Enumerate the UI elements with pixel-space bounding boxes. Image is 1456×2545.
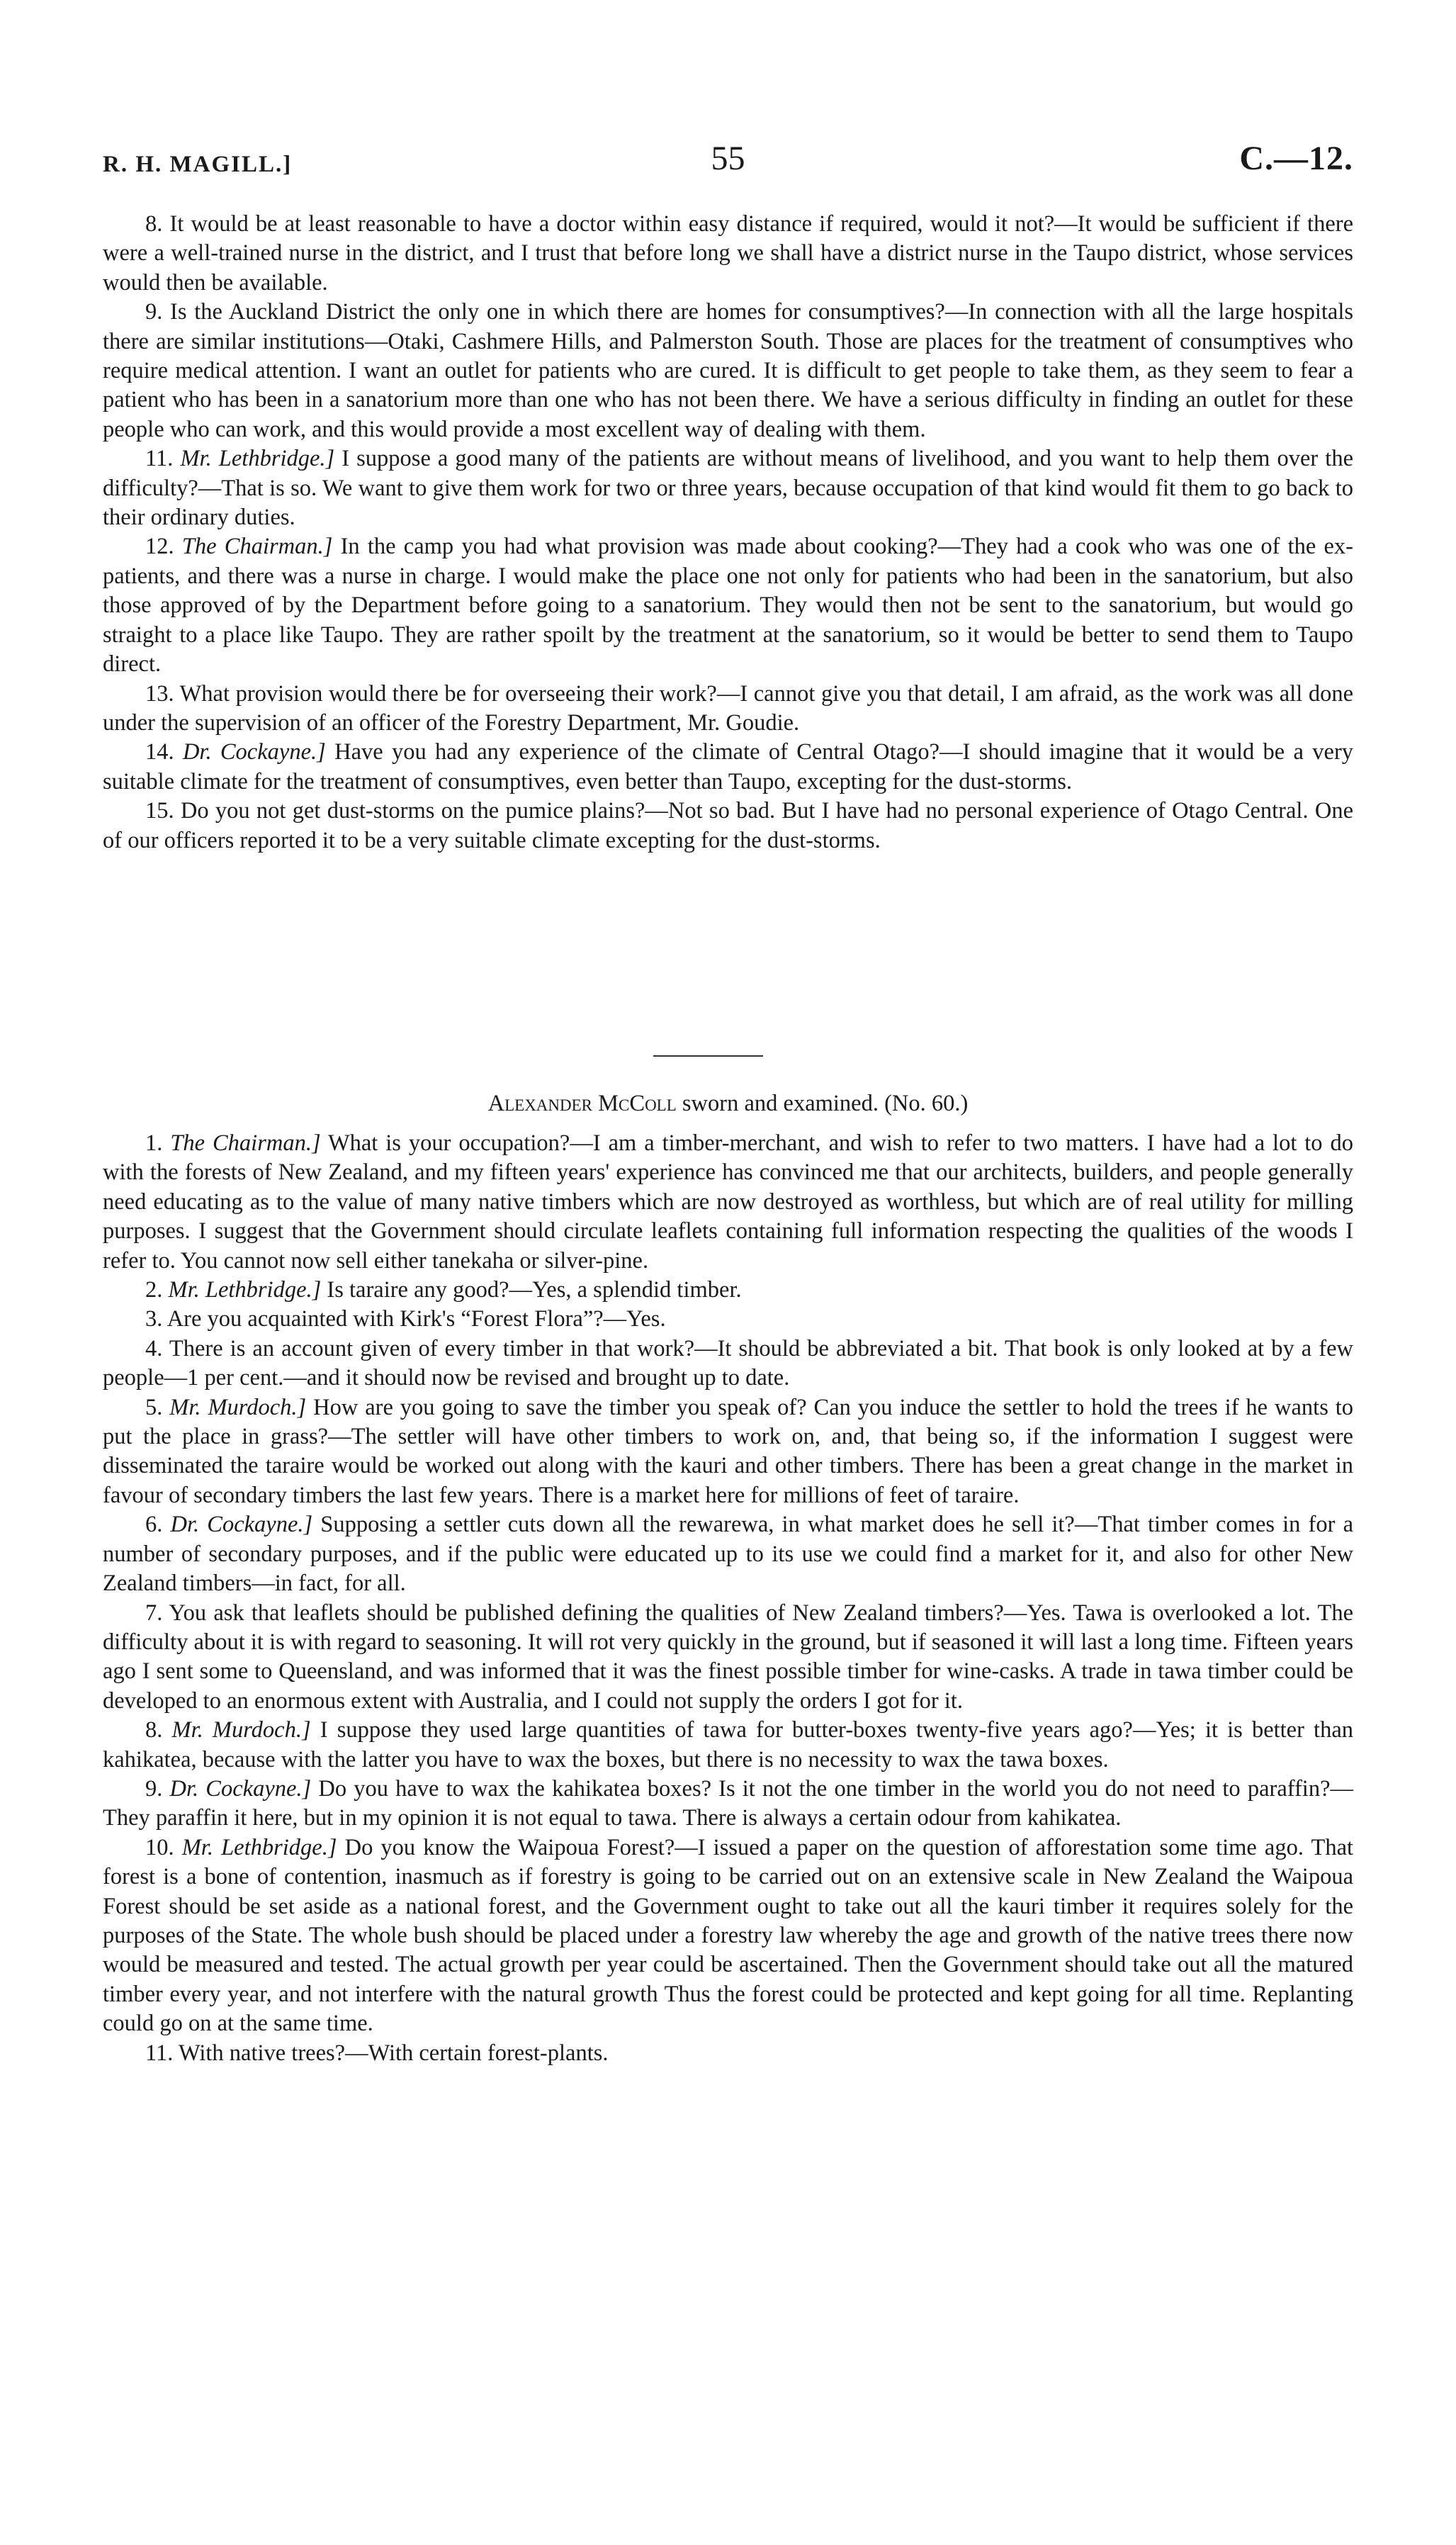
paper-reference: C.—12. <box>1239 140 1353 177</box>
question-paragraph <box>103 1833 1353 2039</box>
speaker-name: Dr. Cockayne.] <box>182 739 326 765</box>
question-paragraph <box>103 1775 1353 1833</box>
witness-heading <box>103 1089 1353 1118</box>
paragraph-text: 9. Is the Auckland District the only one in which there are homes for consumptives?—In connection with all the large hospitals there are similar institutions—Otaki, Cashmere Hills, and Palmerston South. Those are places for the treatment of consumptives who require medical attention. I want an outlet for patients who are cured. It is difficult to get people to take them, as they seem to fear a patient who has been in a sanatorium more than one who has not been there. We have a serious difficulty in finding an outlet for these people who can work, and this would provide a most excellent way of dealing with them. <box>103 299 1353 442</box>
paragraph-text: How are you going to save the timber you speak of? Can you induce the settler to hold the trees if he wants to put the place in grass?—The settler will have other timbers to work on, and, that being so, if the information I suggest were disseminated the taraire would be worked out along with the kauri and other timbers. There has been a great change in the market in favour of secondary timbers the last few years. There is a market here for millions of feet of taraire. <box>103 1394 1354 1508</box>
header-witness-name: R. H. MAGILL.] <box>103 152 293 177</box>
paragraph-text: What is your occupation?—I am a timber-merchant, and wish to refer to two matters. I have had a lot to do with the forests of New Zealand, and my fifteen years' experience has convinced me that our architects, builders, and people generally need educating as to the value of many native timbers which are now destroyed as worthless, but which are of real utility for milling purposes. I suggest that the Government should circulate leaflets containing full information respecting the qualities of the woods I refer to. You cannot now sell either tanekaha or silver-pine. <box>103 1130 1353 1274</box>
question-number: 2. <box>145 1277 163 1303</box>
speaker-name: Mr. Lethbridge.] <box>180 446 335 472</box>
witness-sworn-text: sworn and examined. (No. 60.) <box>676 1091 969 1116</box>
question-number: 14. <box>145 739 174 765</box>
question-paragraph <box>103 210 1353 298</box>
testimony-block-magill <box>103 210 1353 855</box>
question-paragraph <box>103 2039 1353 2068</box>
speaker-name: Mr. Lethbridge.] <box>181 1834 337 1860</box>
paragraph-text: 11. With native trees?—With certain forest-plants. <box>145 2040 609 2066</box>
question-number: 6. <box>145 1512 163 1538</box>
paragraph-text: 8. It would be at least reasonable to have a doctor within easy distance if required, would it not?—It would be sufficient if there were a well-trained nurse in the district, and I trust that before long we shall have a district nurse in the Taupo district, whose services would then be available. <box>103 211 1353 296</box>
paragraph-text: 7. You ask that leaflets should be published defining the qualities of New Zealand timbers?—Yes. Tawa is overlooked a lot. The difficulty about it is with regard to seasoning. It will rot very quickly in the ground, but if seasoned it will last a long time. Fifteen years ago I sent some to Queensland, and was informed that it was the finest possible timber for wine-casks. A trade in tawa timber could be developed to an enormous extent with Australia, and I could not supply the orders I got for it. <box>103 1600 1353 1714</box>
question-number: 1. <box>145 1130 163 1156</box>
paragraph-text: Supposing a settler cuts down all the rewarewa, in what market does he sell it?—That timber comes in for a number of secondary purposes, and if the public were educated up to its use we could find a market for it, and also for other New Zealand timbers—in fact, for all. <box>103 1512 1353 1597</box>
paragraph-text: I suppose a good many of the patients are without means of livelihood, and you want to help them over the difficulty?—That is so. We want to give them work for two or three years, because occupation of that kind would fit them to go back to their ordinary duties. <box>103 446 1354 531</box>
question-paragraph <box>103 1129 1353 1276</box>
question-number: 12. <box>145 534 174 560</box>
witness-name: Alexander McColl <box>487 1091 677 1116</box>
question-paragraph <box>103 1335 1353 1393</box>
paragraph-text: 13. What provision would there be for overseeing their work?—I cannot give you that detail, I am afraid, as the work was all done under the supervision of an officer of the Forestry Department, Mr. Goudie. <box>103 680 1353 736</box>
speaker-name: The Chairman.] <box>181 534 333 560</box>
question-paragraph <box>103 680 1353 738</box>
speaker-name: The Chairman.] <box>170 1130 321 1156</box>
paragraph-text: 3. Are you acquainted with Kirk's “Forest Flora”?—Yes. <box>145 1306 666 1332</box>
paragraph-text: 15. Do you not get dust-storms on the pumice plains?—Not so bad. But I have had no personal experience of Otago Central. One of our officers reported it to be a very suitable climate excepting for the dust-storms. <box>103 798 1353 853</box>
paragraph-text: Is taraire any good?—Yes, a splendid timber. <box>327 1277 742 1303</box>
question-paragraph <box>103 1599 1353 1717</box>
speaker-name: Mr. Murdoch.] <box>169 1394 307 1420</box>
question-paragraph <box>103 1276 1353 1305</box>
question-paragraph <box>103 444 1353 532</box>
question-number: 10. <box>145 1834 174 1860</box>
section-divider <box>653 1055 763 1057</box>
testimony-block-mccoll <box>103 1129 1353 2068</box>
paragraph-text: Do you have to wax the kahikatea boxes? Is it not the one timber in the world you do not need to paraffin?—They paraffin it here, but in my opinion it is not equal to tawa. There is always a certain odour from kahikatea. <box>103 1775 1354 1831</box>
paragraph-text: 4. There is an account given of every timber in that work?—It should be abbreviated a bit. That book is only looked at by a few people—1 per cent.—and it should now be revised and brought up to date. <box>103 1335 1353 1391</box>
question-paragraph <box>103 1305 1353 1334</box>
question-paragraph <box>103 1510 1353 1598</box>
question-paragraph <box>103 1393 1353 1511</box>
paragraph-text: In the camp you had what provision was made about cooking?—They had a cook who was one of the ex-patients, and there was a nurse in charge. I would make the place one not only for patients who had been in the sanatorium, but also those approved of by the Department before going to a sanatorium. They would then not be sent to the sanatorium, but would go straight to a place like Taupo. They are rather spoilt by the treatment at the sanatorium, so it would be better to send them to Taupo direct. <box>103 534 1353 678</box>
page-header <box>103 139 1353 181</box>
paragraph-text: I suppose they used large quantities of tawa for butter-boxes twenty-five years ago?—Yes; it is better than kahikatea, because with the latter you have to wax the boxes, but there is no necessity to wax the tawa boxes. <box>103 1717 1354 1772</box>
question-paragraph <box>103 298 1353 444</box>
question-number: 8. <box>145 1717 163 1743</box>
question-paragraph <box>103 738 1353 797</box>
speaker-name: Dr. Cockayne.] <box>170 1512 313 1538</box>
question-number: 11. <box>145 446 174 472</box>
question-paragraph <box>103 797 1353 855</box>
question-paragraph <box>103 532 1353 679</box>
speaker-name: Dr. Cockayne.] <box>169 1775 312 1802</box>
question-number: 5. <box>145 1394 163 1420</box>
speaker-name: Mr. Murdoch.] <box>171 1717 311 1743</box>
question-paragraph <box>103 1716 1353 1775</box>
speaker-name: Mr. Lethbridge.] <box>168 1277 322 1303</box>
paragraph-text: Do you know the Waipoua Forest?—I issued a paper on the question of afforestation some time ago. That forest is a bone of contention, inasmuch as if forestry is going to be carried out on an extensive scale in New Zealand the Waipoua Forest should be set aside as a national forest, and the Government ought to take out all the kauri timber it requires solely for the purposes of the State. The whole bush should be placed under a forestry law whereby the age and growth of the native trees there now would be measured and tested. The actual growth per year could be ascertained. Then the Government should take out all the matured timber every year, and not interfere with the natural growth Thus the forest could be protected and kept going for all time. Replanting could go on at the same time. <box>103 1834 1354 2037</box>
paragraph-text: Have you had any experience of the climate of Central Otago?—I should imagine that it would be a very suitable climate for the treatment of consumptives, even better than Taupo, excepting for the dust-storms. <box>103 739 1354 794</box>
page-number: 55 <box>711 140 745 177</box>
question-number: 9. <box>145 1775 163 1802</box>
